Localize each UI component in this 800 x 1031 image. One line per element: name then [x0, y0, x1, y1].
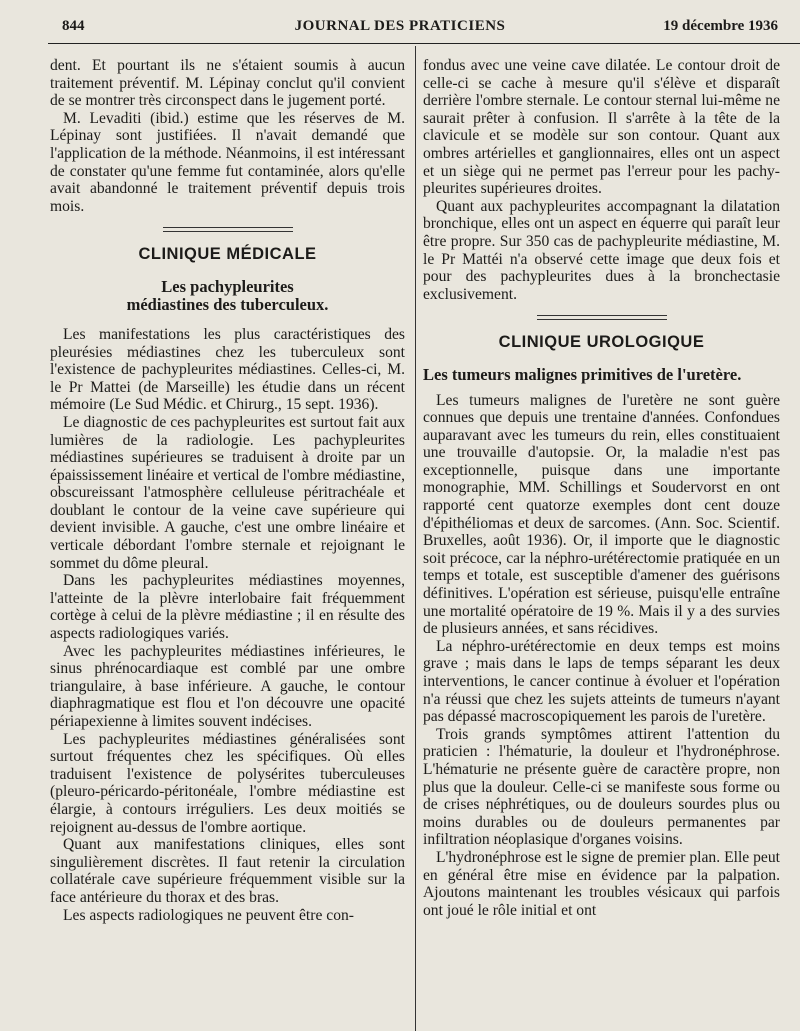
paragraph: Avec les pachypleurites médiastines inférieures, le sinus phrénocardiaque est comblé par une ombre triangulaire, à base inférieure. A gauche, le contour diaphragmatique est flou et l'on découvre une opacité périapexienne à limites souvent indécises.: [50, 642, 405, 730]
paragraph: Trois grands symptômes attirent l'attention du praticien : l'hématurie, la douleur et l'hydronéphrose. L'hématurie ne présente guère de caractère propre, non plus que la douleur. Celle-ci se manifeste sous forme ou de crises néphrétiques, ou de douleurs sourdes plus ou moins durables ou de douleurs permanentes par infiltration néoplasique d'organes voisins.: [423, 725, 780, 849]
issue-date: 19 décembre 1936: [663, 18, 778, 34]
paragraph: Les tumeurs malignes de l'uretère ne sont guère connues que depuis une trentaine d'années. Confondues auparavant avec les tumeurs du rein, elles constituaient une trouvaille d'autopsie. Or, la maladie n'est pas exceptionnelle, puisque dans une importante monographie, MM. Schillings et Soudervorst en ont rapporté cent quatorze exemples dont cent douze d'épithéliomas et deux de sarcomes. (Ann. Soc. Scientif. Bruxelles, août 1936). Or, il importe que le diagnostic soit précoce, car la néphro-urétérectomie pratiquée en un temps et totale, est susceptible d'amener des guérisons définitives. L'opération est sérieuse, puisqu'elle entraîne une mortalité opératoire de 19 %. Mais il y a des survies de plusieurs années, et sans récidives.: [423, 391, 780, 638]
paragraph: Les pachypleurites médiastines généralisées sont surtout fréquentes chez les spécifiques. Où elles traduisent l'existence de polysérites tuberculeuses (pleuro-péricardo-péritonéale, l'ombre médiastine est élargie, à contours irréguliers. Les deux moitiés se rejoignent au-dessus de l'ombre aortique.: [50, 730, 405, 836]
right-column: [423, 57, 780, 919]
paragraph: Les aspects radiologiques ne peuvent être con-: [63, 906, 354, 924]
paragraph: Le diagnostic de ces pachypleurites est surtout fait aux lumières de la radiologie. Les pachypleurites médiastines supérieures se traduisent à droite par un épaississement linéaire et vertical de l'ombre médiastine, obscureissant l'atmosphère celluleuse péritrachéale et doublant le contour de la veine cave supérieure qui devient invisible. A gauche, c'est une ombre linéaire et verticale débordant l'ombre sternale et rejoignant le sommet du dôme pleural.: [50, 413, 405, 572]
section-heading: CLINIQUE UROLOGIQUE: [498, 333, 705, 352]
section-separator: [537, 315, 667, 320]
paragraph: L'hydronéphrose est le signe de premier plan. Elle peut en général être mise en évidence par la palpation. Ajoutons maintenant les troubles vésicaux qui parfois ont joué le rôle initial et ont: [423, 848, 780, 919]
article-title: Les tumeurs malignes primitives de l'uretère.: [423, 364, 742, 384]
header-rule: [48, 43, 800, 44]
left-column: [50, 57, 405, 924]
article-title-line: médiastines des tuberculeux.: [126, 294, 329, 314]
article-title-line: Les pachypleurites: [161, 276, 294, 296]
journal-title: JOURNAL DES PRATICIENS: [294, 18, 506, 34]
paragraph: La néphro-urétérectomie en deux temps est moins grave ; mais dans le laps de temps séparant les deux interventions, le cancer continue à évoluer et l'opération n'a réussi que chez les sujets atteints de tumeurs n'ayant pas dépassé macroscopiquement les parois de l'uretère.: [423, 637, 780, 726]
page-header: [0, 0, 800, 46]
page-number: 844: [62, 18, 85, 34]
paragraph: dent. Et pourtant ils ne s'étaient soumis à aucun traitement préventif. M. Lépinay conclut qu'il convient de se montrer très circonspect dans le jugement porté.: [50, 57, 405, 110]
paragraph: Quant aux manifestations cliniques, elles sont singulièrement discrètes. Il faut retenir la circulation collatérale cave supérieure fréquemment visible sur la face antérieure du thorax et des bras.: [50, 836, 405, 906]
paragraph: Quant aux pachypleurites accompagnant la dilatation bronchique, elles ont un aspect en équerre qui paraît leur être propre. Sur 350 cas de pachypleurite médiastine, M. le Pr Mattéi n'a observé cette image que deux fois et pour des pachypleurites dues à la bronchectasie exclusivement.: [423, 197, 780, 303]
paragraph: Les manifestations les plus caractéristiques des pleurésies médiastines chez les tuberculeux sont l'existence de pachypleurites médiastines. Celles-ci, M. le Pr Mattei (de Marseille) les étudie dans un récent mémoire (Le Sud Médic. et Chirurg., 15 sept. 1936).: [50, 325, 405, 414]
column-divider: [415, 46, 416, 1031]
paragraph: M. Levaditi (ibid.) estime que les réserves de M. Lépinay sont justifiées. Il n'avait demandé que l'application de la méthode. Néanmoins, il est intéressant de constater qu'une femme fut contaminée, alors qu'elle avait abandonné le traitement préventif depuis trois mois.: [50, 109, 405, 215]
article-title: [50, 278, 405, 314]
paragraph: fondus avec une veine cave dilatée. Le contour droit de celle-ci se cache à mesure qu'il s'élève et disparaît derrière l'ombre sternale. Le contour sternal lui-même ne saurait prêter à confusion. Il s'arrête à la tête de la clavicule et se modèle sur son contour. Quant aux ombres artérielles et ganglionnaires, elles ont un aspect et un siège qui ne permet pas l'erreur pour les pachy-pleurites supérieures droites.: [423, 57, 780, 198]
paragraph: Dans les pachypleurites médiastines moyennes, l'atteinte de la plèvre interlobaire fait fréquemment cortège à celui de la plèvre médiastine ; il en résulte des aspects radiologiques variés.: [50, 572, 405, 643]
section-separator: [163, 227, 293, 232]
section-heading: CLINIQUE MÉDICALE: [138, 245, 317, 264]
